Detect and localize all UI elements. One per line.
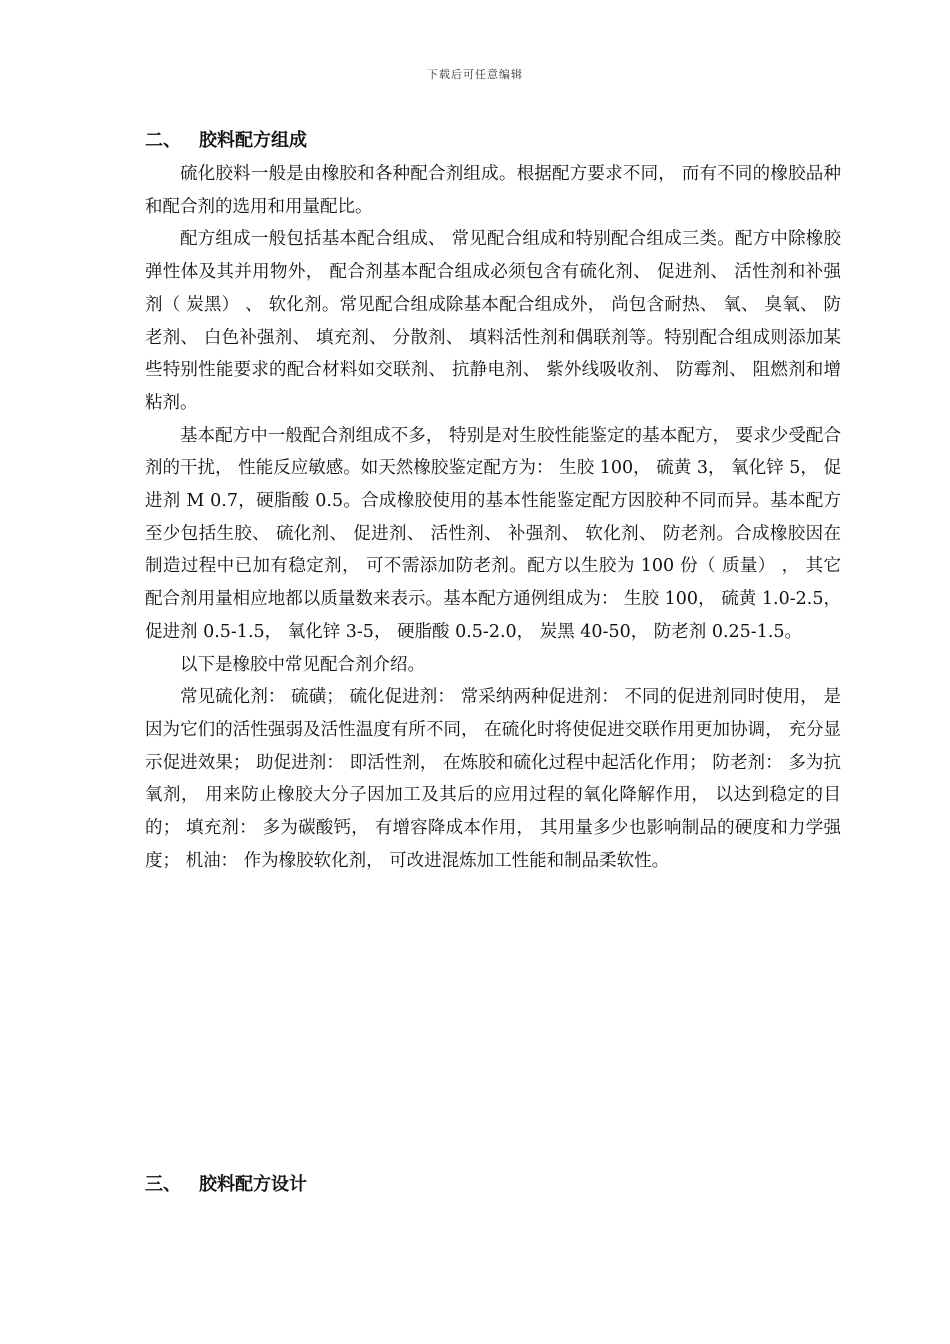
section-title: 胶料配方设计 xyxy=(199,1174,307,1195)
body-text xyxy=(145,158,841,877)
section-heading-composition xyxy=(145,126,307,152)
paragraph-2: 配方组成一般包括基本配合组成、 常见配合组成和特别配合组成三类。配方中除橡胶弹性体及其并用物外， 配合剂基本配合组成必须包含有硫化剂、 促进剂、 活性剂和补强剂（ 炭黑） 、 软化剂。常见配合组成除基本配合组成外， 尚包含耐热、 氧、 臭氧、 防老剂、 白色补强剂、 填充剂、 分散剂、 填料活性剂和偶联剂等。特别配合组成则添加某些特别性能要求的配合材料如交联剂、 抗静电剂、 紫外线吸收剂、 防霉剂、 阻燃剂和增粘剂。 xyxy=(145,229,841,413)
section-heading-design xyxy=(145,1170,307,1196)
paragraph-5: 常见硫化剂： 硫磺； 硫化促进剂： 常采纳两种促进剂： 不同的促进剂同时使用， 是因为它们的活性强弱及活性温度有所不同， 在硫化时将使促进交联作用更加协调， 充分显示促进效果； 助促进剂： 即活性剂， 在炼胶和硫化过程中起活化作用； 防老剂： 多为抗氧剂， 用来防止橡胶大分子因加工及其后的应用过程的氧化降解作用， 以达到稳定的目的； 填充剂： 多为碳酸钙， 有增容降成本作用， 其用量多少也影响制品的硬度和力学强度； 机油： 作为橡胶软化剂， 可改进混炼加工性能和制品柔软性。 xyxy=(145,687,841,871)
paragraph-4: 以下是橡胶中常见配合剂介绍。 xyxy=(180,654,425,675)
section-number: 三、 xyxy=(145,1174,181,1195)
paragraph-1: 硫化胶料一般是由橡胶和各种配合剂组成。根据配方要求不同， 而有不同的橡胶品种和配合剂的选用和用量配比。 xyxy=(145,164,841,217)
section-title: 胶料配方组成 xyxy=(199,130,307,151)
section-number: 二、 xyxy=(145,130,181,151)
header-note: 下载后可任意编辑 xyxy=(427,68,523,81)
paragraph-3: 基本配方中一般配合剂组成不多， 特别是对生胶性能鉴定的基本配方， 要求少受配合剂的干扰， 性能反应敏感。如天然橡胶鉴定配方为： 生胶 100， 硫黄 3， 氧化锌 5， 促进剂 M 0.7，硬脂酸 0.5。合成橡胶使用的基本性能鉴定配方因胶种不同而异。基本配方至少包括生胶、 硫化剂、 促进剂、 活性剂、 补强剂、 软化剂、 防老剂。合成橡胶因在制造过程中已加有稳定剂， 可不需添加防老剂。配方以生胶为 100 份（ 质量） ， 其它配合剂用量相应地都以质量数来表示。基本配方通例组成为： 生胶 100， 硫黄 1.0-2.5， 促进剂 0.5-1.5， 氧化锌 3-5， 硬脂酸 0.5-2.0， 炭黑 40-50， 防老剂 0.25-1.5。 xyxy=(145,425,841,642)
